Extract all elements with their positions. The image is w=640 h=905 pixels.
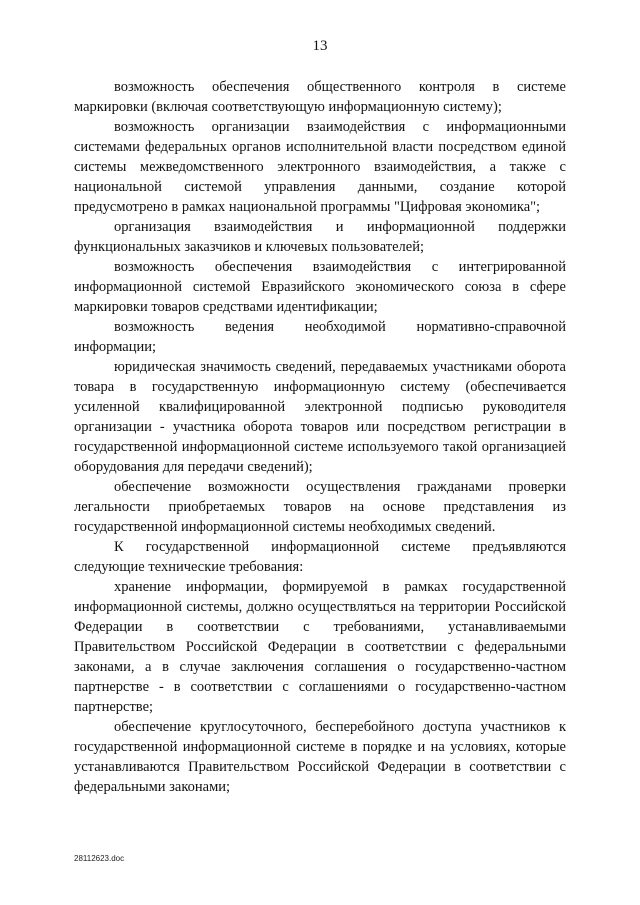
paragraph-public-control: возможность обеспечения общественного контроля в системе маркировки (включая соответствующую информационную систему); xyxy=(74,79,566,115)
page-number: 13 xyxy=(312,38,328,54)
paragraph-citizen-verification: обеспечение возможности осуществления гражданами проверки легальности приобретаемых товаров на основе представления из государственной информационной системы необходимых сведений. xyxy=(74,479,566,535)
paragraph-technical-requirements-intro: К государственной информационной системе предъявляются следующие технические требования: xyxy=(74,539,566,575)
paragraph-legal-significance: юридическая значимость сведений, передаваемых участниками оборота товара в государственную информационную систему (обеспечивается усиленной квалифицированной электронной подписью руководителя организации - участника оборота товаров или посредством регистрации в государственной информационной системе используемого такой организацией оборудования для передачи сведений); xyxy=(74,359,566,475)
paragraph-reference-info: возможность ведения необходимой нормативно-справочной информации; xyxy=(74,319,566,355)
paragraph-continuous-access: обеспечение круглосуточного, бесперебойного доступа участников к государственной информационной системе в порядке и на условиях, которые устанавливаются Правительством Российской Федерации в соответствии с федеральными законами; xyxy=(74,719,566,795)
document-body xyxy=(74,77,566,797)
paragraph-data-storage: хранение информации, формируемой в рамках государственной информационной системы, должно осуществляться на территории Российской Федерации в соответствии с требованиями, устанавливаемыми Правительством Российской Федерации в соответствии с федеральными законами, а в случае заключения соглашения о государственно-частном партнерстве - в соответствии с соглашениями о государственно-частном партнерстве; xyxy=(74,579,566,715)
footer-filename: 28112623.doc xyxy=(74,854,125,863)
paragraph-eaeu-integration: возможность обеспечения взаимодействия с интегрированной информационной системой Евразийского экономического союза в сфере маркировки товаров средствами идентификации; xyxy=(74,259,566,315)
paragraph-customer-support: организация взаимодействия и информационной поддержки функциональных заказчиков и ключевых пользователей; xyxy=(74,219,566,255)
paragraph-interaction-federal-systems: возможность организации взаимодействия с информационными системами федеральных органов исполнительной власти посредством единой системы межведомственного электронного взаимодействия, а также с национальной системой управления данными, создание которой предусмотрено в рамках национальной программы "Цифровая экономика"; xyxy=(74,119,566,215)
